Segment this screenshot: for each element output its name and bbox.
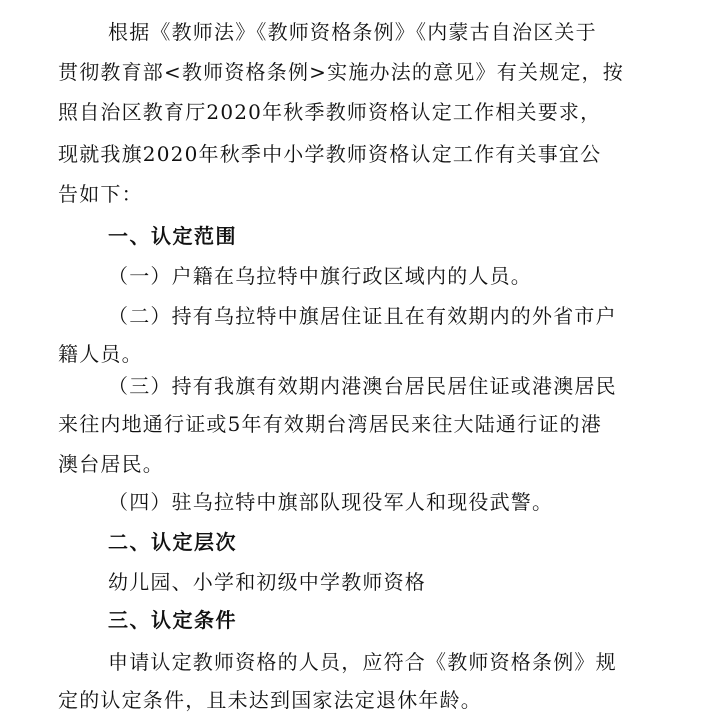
scope-item-1: （一）户籍在乌拉特中旗行政区域内的人员。	[108, 264, 532, 288]
scope-item-3-line-3: 澳台居民。	[58, 452, 164, 476]
scope-item-2-line-2: 籍人员。	[58, 342, 143, 366]
intro-line-1: 根据《教师法》《教师资格条例》《内蒙古自治区关于	[108, 20, 597, 44]
scope-item-2-line-1: （二）持有乌拉特中旗居住证且在有效期内的外省市户	[108, 304, 617, 328]
level-body: 幼儿园、小学和初级中学教师资格	[108, 570, 426, 594]
conditions-body-line-1: 申请认定教师资格的人员，应符合《教师资格条例》规	[108, 650, 617, 674]
intro-line-4: 现就我旗2020年秋季中小学教师资格认定工作有关事宜公	[58, 142, 602, 166]
intro-line-2: 贯彻教育部<教师资格条例>实施办法的意见》有关规定，按	[58, 60, 624, 84]
scope-item-3-line-1: （三）持有我旗有效期内港澳台居民居住证或港澳居民	[108, 374, 617, 398]
scope-item-4: （四）驻乌拉特中旗部队现役军人和现役武警。	[108, 490, 554, 514]
scope-item-3-line-2: 来往内地通行证或5年有效期台湾居民来往大陆通行证的港	[58, 412, 602, 436]
intro-line-3: 照自治区教育厅2020年秋季教师资格认定工作相关要求，	[58, 100, 602, 124]
conditions-body-line-2: 定的认定条件，且未达到国家法定退休年龄。	[58, 688, 482, 712]
section-heading-level: 二、认定层次	[108, 530, 237, 554]
intro-line-5: 告如下：	[58, 182, 143, 206]
section-heading-scope: 一、认定范围	[108, 224, 237, 248]
section-heading-conditions: 三、认定条件	[108, 608, 237, 632]
